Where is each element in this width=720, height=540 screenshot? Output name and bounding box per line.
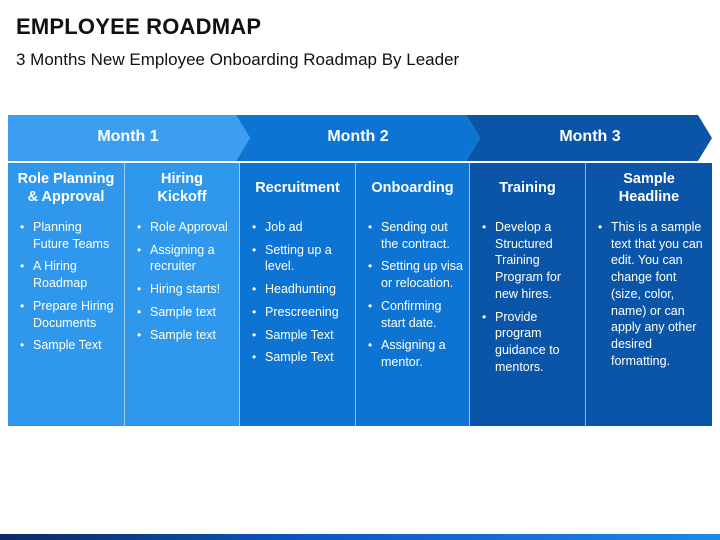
list-item: • Develop a Structured Training Program for new hires. — [482, 219, 579, 303]
list-item: • Assigning a mentor. — [368, 337, 463, 370]
column-heading: Sample Headline — [618, 171, 680, 205]
column-heading: Onboarding — [371, 180, 454, 196]
list-item: • Planning Future Teams — [20, 219, 118, 252]
sample-headline-column — [586, 163, 712, 426]
list-item: • Confirming start date. — [368, 298, 463, 331]
footer-accent-bar — [0, 534, 720, 540]
list-item: • Headhunting — [252, 281, 349, 298]
list-item: • Sending out the contract. — [368, 219, 463, 252]
list-item: • Prescreening — [252, 304, 349, 321]
list-item: • Setting up a level. — [252, 242, 349, 275]
page-title: EMPLOYEE ROADMAP — [16, 14, 262, 39]
column-heading: Role Planning & Approval — [17, 171, 115, 205]
list-item: • Sample text — [137, 327, 233, 344]
month-2-label: Month 2 — [327, 128, 389, 145]
list-item: • Setting up visa or relocation. — [368, 258, 463, 291]
list-item: • Provide program guidance to mentors. — [482, 309, 579, 376]
month-1-label: Month 1 — [97, 128, 159, 145]
list-item: • A Hiring Roadmap — [20, 258, 118, 291]
role-planning-column — [8, 163, 125, 426]
list-item: • Role Approval — [137, 219, 233, 236]
recruitment-column — [240, 163, 356, 426]
month-3-label: Month 3 — [559, 128, 621, 145]
list-item: • Assigning a recruiter — [137, 242, 233, 275]
hiring-kickoff-column — [125, 163, 240, 426]
column-heading: Recruitment — [255, 180, 340, 196]
list-item: • Job ad — [252, 219, 349, 236]
list-item: • Sample text — [137, 304, 233, 321]
column-heading: Hiring Kickoff — [157, 171, 207, 205]
list-item: • Hiring starts! — [137, 281, 233, 298]
list-item: • Sample Text — [252, 327, 349, 344]
training-column — [470, 163, 586, 426]
list-item: • Sample Text — [252, 349, 349, 366]
onboarding-column — [356, 163, 470, 426]
list-item: • This is a sample text that you can edit. You can change font (size, color, name) or can apply any other desired formatting. — [598, 219, 706, 369]
column-heading: Training — [499, 180, 556, 196]
list-item: • Sample Text — [20, 337, 118, 354]
page-subtitle: 3 Months New Employee Onboarding Roadmap By Leader — [16, 50, 460, 69]
list-item: • Prepare Hiring Documents — [20, 298, 118, 331]
